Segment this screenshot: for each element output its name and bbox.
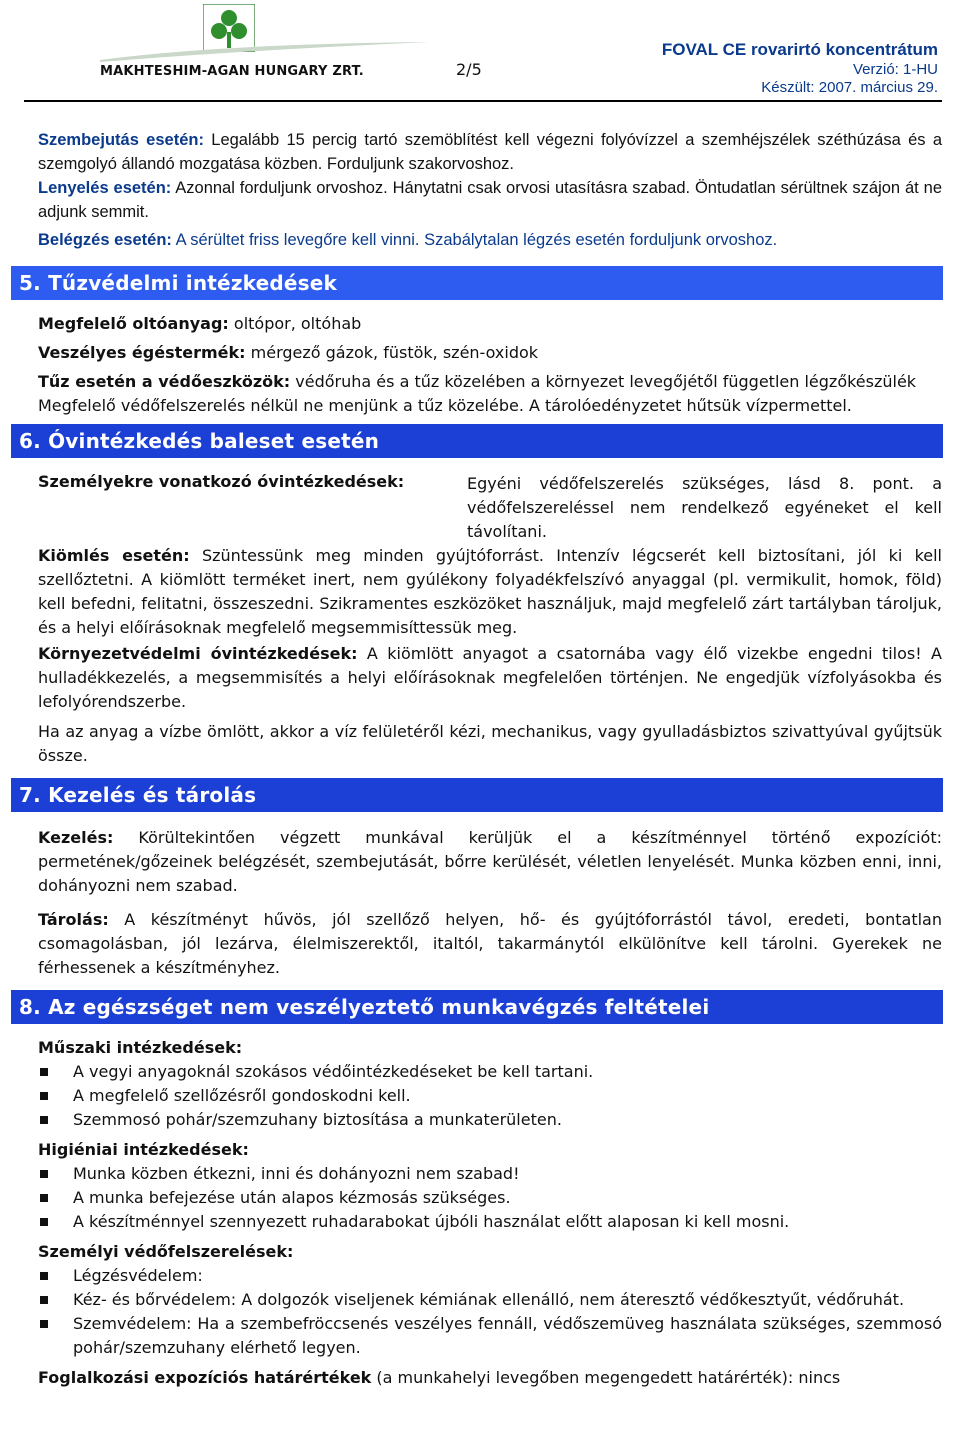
first-aid-section: [38, 128, 942, 252]
list-item: A vegyi anyagoknál szokásos védőintézkedéseket be kell tartani.: [38, 1060, 942, 1084]
environment-paragraph: [38, 642, 942, 714]
environment-text: A kiömlött anyagot a csatornába vagy élő vizekbe engedni tilos! A hulladékkezelés, a megsemmisítés a helyi előírásoknak megfelelően történjen. Ne engedjük vízfolyásokba és lefolyórendszerbe.: [38, 644, 942, 711]
header-divider: [24, 100, 942, 102]
inhalation-paragraph: [38, 228, 942, 252]
ingestion-text: Azonnal forduljunk orvoshoz. Hánytatni csak orvosi utasításra szabad. Öntudatlan sérültnek szájon át ne adjunk semmit.: [38, 179, 942, 221]
fire-gear-label: Tűz esetén a védőeszközök:: [38, 372, 291, 391]
list-item: A készítménnyel szennyezett ruhadarabokat újbóli használat előtt alaposan ki kell mosni.: [38, 1210, 942, 1234]
eye-contact-text: Legalább 15 percig tartó szemöblítést kell végezni folyóvízzel a szemhéjszélek széthúzása és a szemgolyó állandó mozgatása közben. Forduljunk szakorvoshoz.: [38, 131, 942, 173]
personal-precautions-label: Személyekre vonatkozó óvintézkedések:: [38, 472, 405, 491]
list-item: Szemvédelem: Ha a szembefröccsenés veszélyes fennáll, védőszemüveg használata szükséges, szemmosó pohár/szemzuhany elérhető legyen.: [38, 1312, 942, 1360]
section-6-title: 6. Óvintézkedés baleset esetén: [19, 429, 380, 453]
handling-label: Kezelés:: [38, 828, 114, 847]
exposure-limits-paragraph: [38, 1366, 942, 1390]
handling-paragraph: [38, 826, 942, 898]
section-8-title: 8. Az egészséget nem veszélyeztető munkavégzés feltételei: [19, 995, 710, 1019]
ppe-label: Személyi védőfelszerelések:: [38, 1242, 294, 1261]
environment-label: Környezetvédelmi óvintézkedések:: [38, 644, 358, 663]
ingestion-label: Lenyelés esetén:: [38, 179, 172, 197]
eye-contact-label: Szembejutás esetén:: [38, 131, 204, 149]
ppe-heading: [38, 1240, 942, 1264]
extinguishing-label: Megfelelő oltóanyag:: [38, 314, 229, 333]
ingestion-paragraph: [38, 176, 942, 224]
section-7-header: [11, 778, 943, 812]
hygiene-label: Higiéniai intézkedések:: [38, 1140, 249, 1159]
storage-paragraph: [38, 908, 942, 980]
hygiene-list: [38, 1162, 942, 1234]
list-item: Kéz- és bőrvédelem: A dolgozók viseljenek kémiának ellenálló, nem áteresztő védőkesztyűt, védőruhát.: [38, 1288, 942, 1312]
water-spill-paragraph: Ha az anyag a vízbe ömlött, akkor a víz felületéről kézi, mechanikus, vagy gyulladásbiztos szivattyúval gyűjtsük össze.: [38, 722, 942, 765]
list-item: A munka befejezése után alapos kézmosás szükséges.: [38, 1186, 942, 1210]
section-5-title: 5. Tűzvédelmi intézkedések: [19, 271, 338, 295]
fire-note: Megfelelő védőfelszerelés nélkül ne menjünk a tűz közelébe. A tárolóedényzetet hűtsük vízpermettel.: [38, 396, 852, 415]
spill-label: Kiömlés esetén:: [38, 546, 190, 565]
exposure-limits-text: (a munkahelyi levegőben megengedett határérték): nincs: [371, 1368, 841, 1387]
list-item: Szemmosó pohár/szemzuhany biztosítása a munkaterületen.: [38, 1108, 942, 1132]
extinguishing-agent: [38, 312, 942, 336]
personal-precautions: [38, 472, 942, 544]
list-item: Munka közben étkezni, inni és dohányozni nem szabad!: [38, 1162, 942, 1186]
combustion-text: mérgező gázok, füstök, szén-oxidok: [245, 343, 539, 362]
section-7-title: 7. Kezelés és tárolás: [19, 783, 257, 807]
personal-precautions-text: Egyéni védőfelszerelés szükséges, lásd 8. pont. a védőfelszereléssel nem rendelkező egyéneket el kell távolítani.: [467, 474, 942, 541]
section-8-header: [11, 990, 943, 1024]
technical-measures-label: Műszaki intézkedések:: [38, 1038, 243, 1057]
technical-measures-list: [38, 1060, 942, 1132]
list-item: Légzésvédelem:: [38, 1264, 942, 1288]
document-body: [19, 128, 943, 1390]
product-title: FOVAL CE rovarirtó koncentrátum: [661, 40, 938, 59]
technical-measures-heading: [38, 1036, 942, 1060]
exposure-limits-label: Foglalkozási expozíciós határértékek: [38, 1368, 372, 1387]
spill-paragraph: [38, 544, 942, 640]
inhalation-text: A sérültet friss levegőre kell vinni. Szabálytalan légzés esetén forduljunk orvoshoz.: [171, 231, 778, 249]
combustion-label: Veszélyes égéstermék:: [38, 343, 246, 362]
storage-text: A készítményt hűvös, jól szellőző helyen, hő- és gyújtóforrástól távol, eredeti, bontatlan csomagolásban, jól lezárva, élelmiszerektől, italtól, takarmánytól elkülönítve kell tárolni. Gyerekek ne férhessenek a készítményhez.: [38, 910, 942, 977]
fire-gear-text: védőruha és a tűz közelében a környezet levegőjétől független légzőkészülék: [290, 372, 917, 391]
spill-text: Szüntessünk meg minden gyújtóforrást. Intenzív légcserét kell biztosítani, jól ki kell szellőztetni. A kiömlött terméket inert, nem gyúlékony folyadékfelszívó anyaggal (pl. vermikulit, homok, föld) kell befedni, felitatni, összeszedni. Szikramentes eszközöket használjuk, majd megfelelő zárt tartályban tároljuk, és a helyi előírásoknak megfelelő megsemmisíttessük meg.: [38, 546, 943, 637]
section-5-header: [11, 266, 943, 300]
list-item: A megfelelő szellőzésről gondoskodni kell.: [38, 1084, 942, 1108]
hygiene-heading: [38, 1138, 942, 1162]
combustion-products: [38, 341, 942, 365]
version: Verzió: 1-HU: [852, 61, 938, 78]
extinguishing-text: oltópor, oltóhab: [228, 314, 362, 333]
fire-protection-gear: [38, 370, 942, 394]
storage-label: Tárolás:: [38, 910, 109, 929]
ppe-list: [38, 1264, 942, 1360]
logo-swoosh: [100, 40, 430, 64]
eye-contact-paragraph: [38, 128, 942, 176]
company-name: MAKHTESHIM-AGAN HUNGARY ZRT.: [100, 64, 364, 79]
created-date: Készült: 2007. március 29.: [761, 79, 938, 96]
section-6-header: [11, 424, 943, 458]
page-number: 2/5: [456, 60, 482, 79]
inhalation-label: Belégzés esetén:: [38, 231, 172, 249]
handling-text: Körültekintően végzett munkával kerüljük el a készítménnyel történő expozíciót: permetének/gőzeinek belégzését, szembejutását, bőrre kerülését, véletlen lenyelését. Munka közben enni, inni, dohányozni nem szabad.: [38, 828, 942, 895]
